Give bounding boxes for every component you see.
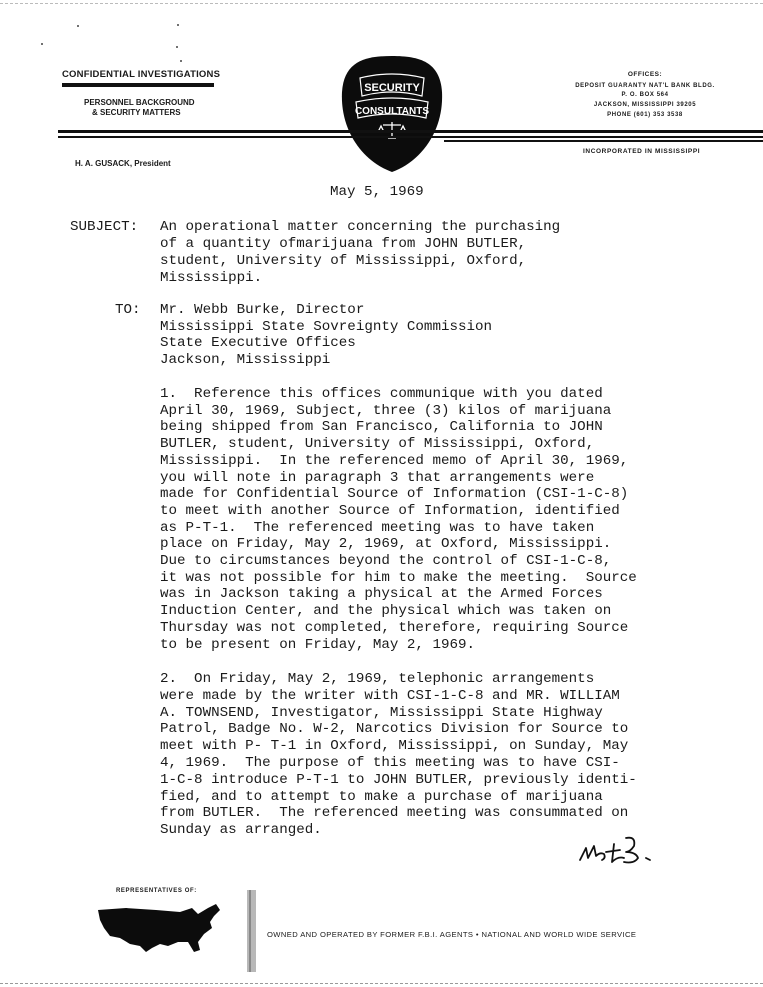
subject-line: student, University of Mississippi, Oxford, xyxy=(160,253,527,269)
letterhead-personnel-line2: & SECURITY MATTERS xyxy=(92,108,181,117)
paragraph-line: 4, 1969. The purpose of this meeting was to have CSI- xyxy=(160,755,620,771)
bottom-scan-border xyxy=(0,983,763,984)
usa-map-icon xyxy=(96,898,226,954)
paragraph-line: 2. On Friday, May 2, 1969, telephonic arrangements xyxy=(160,671,595,687)
handwritten-initials-signature xyxy=(576,830,666,874)
to-line: Jackson, Mississippi xyxy=(160,352,331,368)
subject-label: SUBJECT: xyxy=(70,219,139,235)
paragraph-line: to be present on Friday, May 2, 1969. xyxy=(160,636,476,653)
to-line: State Executive Offices xyxy=(160,335,356,351)
to-line: Mississippi State Sovreignty Commission xyxy=(160,319,493,335)
paragraph-line: 1. Reference this offices communique with you dated xyxy=(160,386,603,402)
office-address-line: DEPOSIT GUARANTY NAT'L BANK BLDG. xyxy=(575,83,715,89)
paragraph-line: Patrol, Badge No. W-2, Narcotics Division for Source to xyxy=(160,721,629,738)
paragraph-line: Induction Center, and the physical which was taken on xyxy=(160,603,612,620)
offices-label: OFFICES: xyxy=(627,71,663,78)
letter-date: May 5, 1969 xyxy=(330,184,424,200)
letterhead-confidential: CONFIDENTIAL INVESTIGATIONS xyxy=(62,69,221,80)
top-scan-border xyxy=(0,3,763,4)
scan-speck xyxy=(180,60,182,62)
subject-line: An operational matter concerning the purchasing xyxy=(160,219,561,235)
scan-speck xyxy=(176,46,178,48)
office-address-line: P. O. BOX 564 xyxy=(621,92,669,98)
president-name: H. A. GUSACK, President xyxy=(75,159,171,168)
to-line: Mr. Webb Burke, Director xyxy=(160,302,365,318)
paragraph-line: Thursday was not completed, therefore, requiring Source xyxy=(160,619,629,636)
paragraph-line: Mississippi. In the referenced memo of April 30, 1969, xyxy=(160,452,629,469)
paragraph-line: BUTLER, student, University of Mississippi, Oxford, xyxy=(160,436,595,453)
scan-speck xyxy=(41,43,43,45)
scan-speck xyxy=(177,24,179,26)
paragraph-line: Sunday as arranged. xyxy=(160,822,322,839)
letterhead-rule xyxy=(58,136,763,138)
paragraph-line: it was not possible for him to make the meeting. Source xyxy=(160,569,637,586)
office-phone-line: PHONE (601) 353 3538 xyxy=(607,112,683,118)
paragraph-line: was in Jackson taking a physical at the Armed Forces xyxy=(160,586,603,603)
representatives-label: REPRESENTATIVES OF: xyxy=(116,888,197,894)
seal-top-text: SECURITY xyxy=(364,82,420,94)
paragraph-line: Due to circumstances beyond the control of CSI-1-C-8, xyxy=(160,553,612,569)
seal-bottom-text: CONSULTANTS xyxy=(354,106,430,117)
paragraph-line: you will note in paragraph 3 that arrangements were xyxy=(160,469,595,486)
letterhead-underline xyxy=(62,83,214,87)
to-label: TO: xyxy=(115,302,141,318)
paragraph-line: made for Confidential Source of Information (CSI-1-C-8) xyxy=(160,486,629,503)
footer-divider xyxy=(249,890,251,972)
paragraph-line: fied, and to attempt to make a purchase of marijuana xyxy=(160,788,603,805)
security-consultants-seal xyxy=(340,52,444,174)
paragraph-line: to meet with another Source of Information, identified xyxy=(160,502,620,519)
incorporated-notice: INCORPORATED IN MISSISSIPPI xyxy=(583,148,701,155)
letterhead-rule xyxy=(444,140,763,142)
footer-tagline: OWNED AND OPERATED BY FORMER F.B.I. AGENTS • NATIONAL AND WORLD WIDE SERVICE xyxy=(267,930,637,939)
paragraph-line: April 30, 1969, Subject, three (3) kilos of marijuana xyxy=(160,402,612,419)
paragraph-line: were made by the writer with CSI-1-C-8 and MR. WILLIAM xyxy=(160,687,620,704)
letterhead-personnel-line1: PERSONNEL BACKGROUND xyxy=(84,98,195,107)
paragraph-line: 1-C-8 introduce P-T-1 to JOHN BUTLER, previously identi- xyxy=(160,771,637,788)
paragraph-line: as P-T-1. The referenced meeting was to have taken xyxy=(160,519,595,536)
paragraph-line: meet with P- T-1 in Oxford, Mississippi, on Sunday, May xyxy=(160,738,629,755)
scan-speck xyxy=(77,25,79,27)
paragraph-line: from BUTLER. The referenced meeting was consummated on xyxy=(160,805,629,822)
paragraph-line: being shipped from San Francisco, California to JOHN xyxy=(160,419,603,436)
office-address-line: JACKSON, MISSISSIPPI 39205 xyxy=(593,102,697,108)
paragraph-line: place on Friday, May 2, 1969, at Oxford, Mississippi. xyxy=(160,536,612,553)
letterhead-rule xyxy=(58,130,763,133)
subject-line: of a quantity ofmarijuana from JOHN BUTLER, xyxy=(160,236,527,252)
paragraph-line: A. TOWNSEND, Investigator, Mississippi State Highway xyxy=(160,704,603,721)
subject-line: Mississippi. xyxy=(160,270,263,286)
